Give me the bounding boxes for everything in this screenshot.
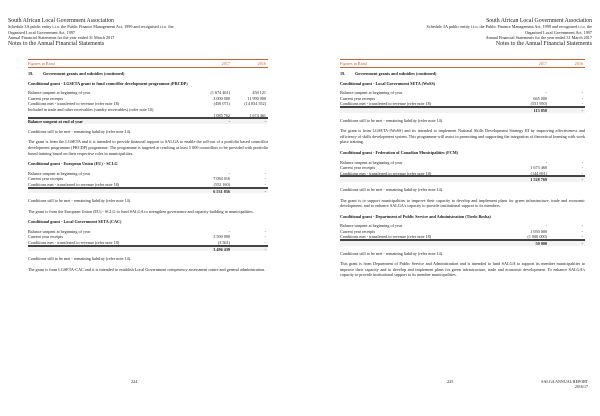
value-2016: -	[581, 95, 583, 101]
grant-table	[340, 223, 585, 245]
section-number: 19.	[28, 71, 34, 76]
left-content	[28, 71, 268, 277]
org-name: South African Local Government Association	[486, 18, 592, 24]
value-2017: (552 160)	[213, 181, 230, 187]
value-2016: -	[264, 188, 266, 194]
value-2017: 3 496 439	[213, 246, 230, 252]
grant-title: Conditional grant - Local Government SETA (WoSS)	[340, 80, 436, 86]
paragraph: Conditions still to be met - remaining liability (refer note 14).	[28, 198, 132, 204]
grant-table	[340, 90, 585, 112]
table-row	[340, 107, 585, 113]
value-2017: 113 050	[533, 107, 547, 113]
statements-line: Annual Financial Statements for the year ended 31 March 2017	[8, 35, 115, 41]
column-header-bar	[340, 59, 585, 68]
act-line: Organised Local Government Act, 1997	[524, 29, 592, 35]
paragraph: The grant is from LGSETA-CAC and it is intended to establish Local Government competency assessment centre and general administration.	[28, 266, 266, 272]
section-title-text: Government grants and subsidies (continued)	[43, 71, 125, 76]
value-2017: -	[545, 159, 547, 165]
value-2017: -	[228, 170, 230, 176]
paragraph: Conditions still to be met - remaining liability (refer note 14).	[28, 128, 132, 134]
row-label: Conditions met - transferred to revenue (refer note 18)	[340, 170, 432, 176]
value-2016: -	[264, 234, 266, 240]
grant-table	[28, 171, 268, 193]
year-2016-label: 2016	[257, 61, 266, 66]
row-label: Current year receipts	[340, 165, 376, 171]
value-2016: (14 054 552)	[244, 101, 266, 107]
value-2017: -	[228, 119, 230, 125]
right-content	[340, 71, 585, 283]
value-2017: 1 673 460	[530, 165, 547, 171]
value-2017: 50 000	[535, 241, 547, 247]
value-2017: 3 500 000	[213, 234, 230, 240]
org-name: South African Local Government Association	[8, 18, 114, 24]
paragraph: The grant is from the European Union (EU) - SCLG to fund SALGA to strengthen governance and capacity building in municipalities.	[28, 208, 254, 214]
row-label: Conditions met - transferred to revenue (refer note 18)	[28, 240, 120, 246]
value-2016: 450 121	[252, 90, 266, 96]
figures-label: Figures in Rand	[28, 61, 55, 66]
page-number: 225	[447, 379, 454, 384]
year-2016-label: 2016	[574, 61, 583, 66]
grant-table	[28, 90, 268, 124]
paragraph: Conditions still to be met - remaining liability (refer note 14).	[340, 250, 444, 256]
schedule-line: Schedule 3A public entity i.t.o. the Public Finance Management Act, 1999 and recognised i.t.o. the	[426, 24, 592, 30]
row-label: Balance unspent at beginning of year	[340, 159, 403, 165]
figures-label: Figures in Rand	[340, 61, 367, 66]
value-2017: 6 531 856	[213, 188, 230, 194]
row-label: Balance unspent at beginning of year	[28, 228, 91, 234]
row-label: Current year receipts	[340, 228, 376, 234]
section-title	[340, 71, 585, 77]
table-row	[340, 240, 585, 246]
value-2016: -	[264, 119, 266, 125]
value-2016: -	[264, 170, 266, 176]
right-page	[300, 0, 600, 416]
value-2016: -	[581, 228, 583, 234]
row-label: Current year receipts	[28, 234, 64, 240]
section-title-text: Government grants and subsidies (continued)	[355, 71, 437, 76]
page-header	[332, 18, 592, 47]
value-2016: -	[264, 176, 266, 182]
year-2017-label: 2017	[221, 61, 230, 66]
row-label: Conditions met - transferred to revenue (refer note 18)	[340, 101, 432, 107]
grant-table	[340, 160, 585, 182]
value-2016: -	[581, 241, 583, 247]
value-2017: -	[545, 223, 547, 229]
grant-title: Conditional grant - European Union (EU) - SCLG	[28, 161, 118, 167]
column-header-bar	[28, 59, 268, 68]
paragraph: The grant is from LGSETA-(WoSS) and its intended to implement National Skills Development Strategy III by improving effectiveness and efficiency of skills development system. This programme will assist in promoting and supporting the integration of theoretical learning with work place training.	[340, 128, 585, 145]
value-2017: 1 528 769	[530, 177, 547, 183]
paragraph: Conditions still to be met - remaining liability (refer note 14).	[340, 186, 444, 192]
value-2017: 3 000 000	[213, 95, 230, 101]
value-2016: -	[581, 177, 583, 183]
page-header	[8, 18, 268, 47]
value-2016: -	[581, 107, 583, 113]
value-2017: (144 691)	[530, 170, 547, 176]
table-row	[28, 107, 268, 118]
value-2017: 7 084 016	[213, 176, 230, 182]
value-2016: -	[581, 90, 583, 96]
value-2016: 11 990 000	[247, 95, 266, 101]
paragraph: Conditions still to be met - remaining liability (refer note 14).	[340, 117, 444, 123]
row-label: Current year receipts	[28, 176, 64, 182]
grant-title: Conditional grant - Federation of Canadian Municipalities (FCM)	[340, 149, 459, 155]
paragraph: The grant is from the LGSETA and it is intended to provide financial support to SALGA to enable the roll-out of a portfolio based councillor development programme (PRCDP) programme. The programme is targeted at reaching at least 5 000 councillors to be provided with portfolio based training based on their respective roles in municipalities.	[28, 139, 268, 156]
value-2016: 1 674 461	[249, 112, 266, 118]
row-label: Current year receipts	[340, 95, 376, 101]
value-2017: (1 000 000)	[527, 234, 547, 240]
row-label: Balance unspent at beginning of year	[28, 170, 91, 176]
value-2016: -	[264, 246, 266, 252]
paragraph: The grant is to support municipalities to improve their capacity to develop and implement plans for green infrastructure, trade and economic development, and to enhance SALGA's capacity to provide institutional support to its members.	[340, 197, 585, 209]
value-2016: -	[264, 240, 266, 246]
value-2017: 665 000	[533, 95, 547, 101]
row-label: Balance unspent at beginning of year	[340, 90, 403, 96]
row-label: Included in trade and other receivables (sundry receivables) (refer note 10)	[28, 106, 154, 112]
value-2017: (3 561)	[217, 240, 230, 246]
row-label: Current year receipts	[28, 95, 64, 101]
section-title	[28, 71, 268, 77]
grant-blocks	[28, 81, 268, 273]
report-footer	[541, 379, 588, 389]
schedule-line: Schedule 3A public entity i.t.o. the Public Finance Management Act, 1999 and recognised i.t.o. the	[8, 24, 174, 30]
page-number: 224	[131, 379, 138, 384]
table-row	[28, 188, 268, 194]
grant-title: Conditional grant - Local Government SETA (CAC)	[28, 219, 122, 225]
value-2016: -	[264, 181, 266, 187]
footer-report-year: 2016/17	[574, 384, 588, 389]
grant-table	[28, 229, 268, 251]
value-2017: 1 085 762	[213, 112, 230, 118]
row-label: Balance unspent at end of year	[28, 119, 84, 125]
value-2017: (1 674 461)	[210, 90, 230, 96]
row-label: Conditions met - transferred to revenue (refer note 18)	[28, 101, 120, 107]
value-2017: (551 950)	[530, 101, 547, 107]
value-2016: -	[581, 101, 583, 107]
value-2016: -	[581, 165, 583, 171]
value-2016: -	[264, 228, 266, 234]
grant-blocks	[340, 81, 585, 278]
statements-line: Annual Financial Statements for the year ended 31 March 2017	[485, 35, 592, 41]
value-2016: -	[581, 159, 583, 165]
value-2016: -	[581, 170, 583, 176]
notes-title: Notes to the Annual Financial Statements	[8, 40, 105, 47]
row-label: Conditions met - transferred to revenue (refer note 18)	[340, 234, 432, 240]
row-label: Balance unspent at beginning of year	[28, 90, 91, 96]
row-label: Balance unspent at beginning of year	[340, 223, 403, 229]
paragraph: Conditions still to be met - remaining liability (refer note 14).	[28, 256, 132, 262]
act-line: Organised Local Government Act, 1997	[8, 29, 76, 35]
grant-title: Conditional grant - Department of Public Service and Administration (Tirelo Bosha)	[340, 213, 491, 219]
notes-title: Notes to the Annual Financial Statements	[495, 40, 592, 47]
row-label: Conditions met - transferred to revenue (refer note 18)	[28, 181, 120, 187]
value-2017: (450 071)	[213, 101, 230, 107]
value-2016: -	[581, 223, 583, 229]
grant-title: Conditional grant - LGSETA grant to fund councillor development programme (PRCDP)	[28, 80, 188, 86]
table-row	[340, 176, 585, 182]
section-number: 19.	[340, 71, 346, 76]
year-2017-label: 2017	[538, 61, 547, 66]
table-row	[28, 118, 268, 124]
value-2017: -	[545, 90, 547, 96]
table-row	[28, 246, 268, 252]
footer-report-name: SALGA ANNUAL REPORT	[541, 379, 588, 384]
value-2016: -	[581, 234, 583, 240]
value-2017: 1 050 000	[530, 228, 547, 234]
value-2017: -	[228, 228, 230, 234]
paragraph: This grant is from Department of Public Service and Administration and is intended to fund SALGA to support its member municipalities to improve their capacity and to develop and implement plans for green infrastructure, trade and economic development. To enhance SALGA's capacity to provide institutional support to its member municipalities.	[340, 261, 585, 278]
